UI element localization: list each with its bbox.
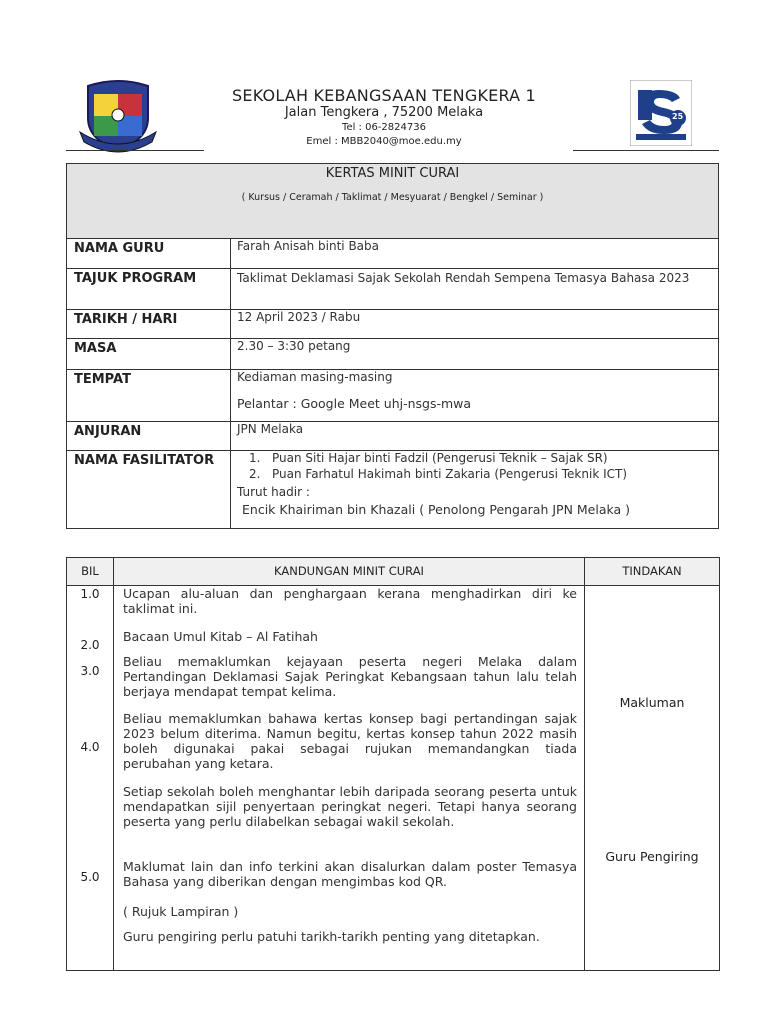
column-header-content: KANDUNGAN MINIT CURAI (114, 558, 584, 585)
action-value: Guru Pengiring (605, 849, 699, 864)
facilitator-number-2: 2. (249, 467, 261, 481)
school-telephone: Tel : 06-2824736 (342, 122, 426, 133)
form-title-cell (67, 164, 718, 239)
venue-value: Kediaman masing-masing (237, 370, 393, 384)
school-email: Emel : MBB2040@moe.edu.my (306, 136, 462, 147)
minute-item: Ucapan alu-aluan dan penghargaan kerana menghadirkan diri ke taklimat ini. (123, 586, 577, 616)
action-value: Makluman (619, 695, 685, 710)
organizer-row (67, 422, 718, 451)
program-title-row (67, 269, 718, 310)
also-present-value: Encik Khairiman bin Khazali ( Penolong Pengarah JPN Melaka ) (242, 502, 631, 517)
time-row (67, 339, 718, 370)
minute-item: Beliau memaklumkan kejayaan peserta negeri Melaka dalam Pertandingan Deklamasi Sajak Peringkat Kebangsaan tahun lalu telah berjaya mendapat tempat kelima. (123, 654, 577, 699)
agency-badge-number: 25 (672, 112, 684, 121)
minute-item: Setiap sekolah boleh menghantar lebih daripada seorang peserta untuk mendapatkan sijil penyertaan peringkat negeri. Tetapi hanya seorang peserta yang perlu dilabelkan sebagai wakil sekolah. (123, 784, 577, 829)
minute-item: Beliau memaklumkan bahawa kertas konsep bagi pertandingan sajak 2023 belum diterima. Namun begitu, kertas konsep tahun 2022 masih boleh digunakai pakai sebagai rujukan memandangkan tiada perubahan yang ketara. (123, 711, 577, 771)
bil-number: 3.0 (80, 664, 100, 678)
field-label: TARIKH / HARI (74, 312, 178, 327)
bil-number: 2.0 (80, 638, 100, 652)
field-label: TAJUK PROGRAM (74, 271, 197, 286)
bil-number: 4.0 (80, 740, 100, 754)
venue-row (67, 370, 718, 422)
facilitator-2: Puan Farhatul Hakimah binti Zakaria (Pengerusi Teknik ICT) (272, 467, 628, 481)
time-value: 2.30 – 3:30 petang (237, 339, 351, 353)
column-header-action: TINDAKAN (585, 558, 719, 585)
date-day-row (67, 310, 718, 339)
school-address: Jalan Tengkera , 75200 Melaka (284, 105, 484, 120)
form-title: KERTAS MINIT CURAI (325, 166, 460, 181)
field-label: TEMPAT (74, 372, 131, 387)
field-label: NAMA FASILITATOR (74, 453, 215, 468)
school-name: SEKOLAH KEBANGSAAN TENGKERA 1 (232, 86, 536, 105)
teacher-name-value: Farah Anisah binti Baba (237, 239, 380, 253)
teacher-name-row (67, 239, 718, 269)
bil-number: 5.0 (80, 870, 100, 884)
field-label: MASA (74, 341, 117, 356)
facilitator-number-1: 1. (249, 451, 261, 465)
minutes-table (66, 557, 720, 971)
form-type-options: ( Kursus / Ceramah / Taklimat / Mesyuarat / Bengkel / Seminar ) (241, 192, 544, 203)
field-label: ANJURAN (74, 424, 142, 439)
minute-item: Bacaan Umul Kitab – Al Fatihah (123, 629, 318, 644)
date-day-value: 12 April 2023 / Rabu (237, 310, 361, 324)
column-header-bil: BIL (67, 558, 113, 585)
facilitator-1: Puan Siti Hajar binti Fadzil (Pengerusi Teknik – Sajak SR) (272, 451, 608, 465)
facilitator-row (67, 451, 718, 528)
field-label: NAMA GURU (74, 241, 165, 256)
program-title-value: Taklimat Deklamasi Sajak Sekolah Rendah Sempena Temasya Bahasa 2023 (237, 271, 690, 285)
venue-platform-value: Pelantar : Google Meet uhj-nsgs-mwa (237, 396, 472, 411)
bil-number: 1.0 (80, 587, 100, 601)
program-info-table (66, 163, 719, 529)
organizer-value: JPN Melaka (237, 422, 304, 436)
also-present-label: Turut hadir : (237, 485, 310, 499)
minute-item: ( Rujuk Lampiran ) (123, 904, 239, 919)
minute-item: Guru pengiring perlu patuhi tarikh-tarikh penting yang ditetapkan. (123, 929, 540, 944)
minute-item: Maklumat lain dan info terkini akan disalurkan dalam poster Temasya Bahasa yang diberikan dengan mengimbas kod QR. (123, 859, 577, 889)
